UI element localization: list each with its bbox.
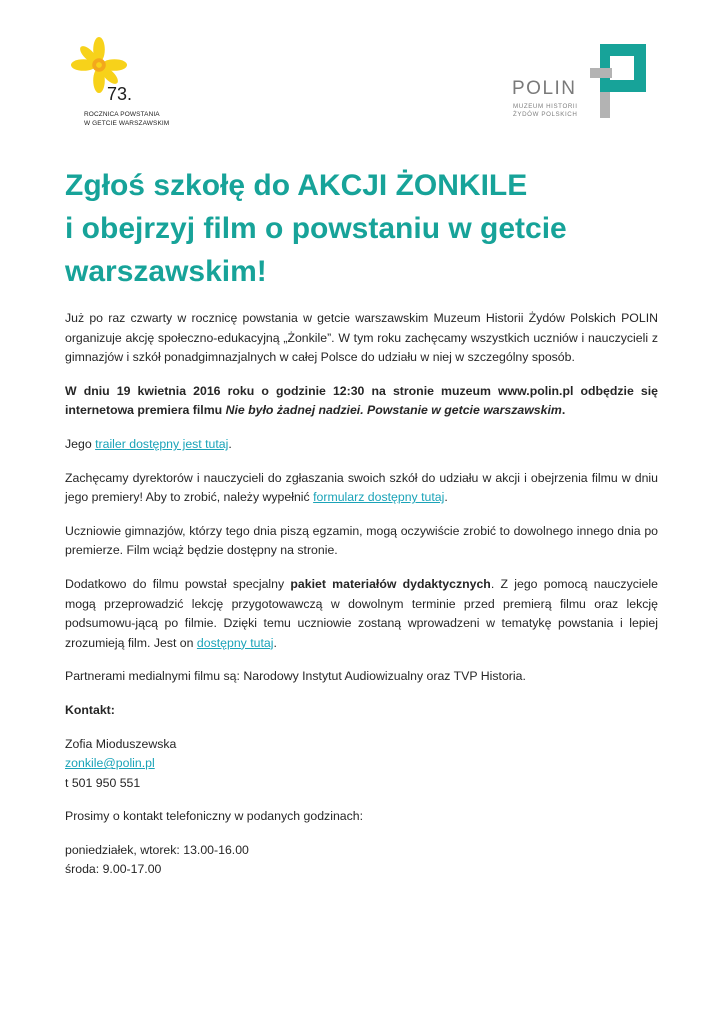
premiere-paragraph — [65, 382, 658, 421]
materials-text-2: . Z jego pomocą nauczyciele mogą przeprowadzić lekcję przygotowawczą w dowolnym terminie przed premierą filmu oraz lekcję podsumowu-jącą po filmie. Dzięki temu uczniowie zostaną wprowadzeni w tematykę powstania i lepiej zrozumieją film. Jest on — [65, 576, 659, 650]
materials-text: Dodatkowo do filmu powstał specjalny — [65, 576, 291, 591]
trailer-prefix: Jego — [65, 436, 96, 451]
polin-logo — [510, 42, 650, 122]
form-link[interactable]: formularz dostępny tutaj — [313, 490, 445, 505]
contact-details — [65, 735, 658, 794]
contact-name: Zofia Mioduszewska — [65, 736, 177, 751]
hours-line-2: środa: 9.00-17.00 — [65, 862, 162, 877]
contact-phone: t 501 950 551 — [65, 775, 141, 790]
article-body — [65, 309, 658, 894]
polin-mark-icon — [590, 44, 646, 118]
anniversary-number: 73. — [107, 84, 133, 104]
exam-paragraph: Uczniowie gimnazjów, którzy tego dnia piszą egzamin, mogą oczywiście zrobić to dowolnego innego dnia po premierze. Film wciąż będzie dostępny na stronie. — [65, 523, 658, 558]
hours-line-1: poniedziałek, wtorek: 13.00-16.00 — [65, 842, 249, 857]
contact-heading-paragraph — [65, 701, 658, 721]
premiere-end: . — [561, 403, 566, 418]
materials-bold: pakiet materiałów dydaktycznych — [290, 576, 491, 591]
polin-subtitle-line1: MUZEUM HISTORII — [513, 103, 578, 110]
anniversary-logo — [66, 32, 186, 132]
contact-heading: Kontakt: — [65, 702, 115, 717]
invite-paragraph — [65, 469, 658, 508]
contact-hours — [65, 841, 658, 880]
intro-paragraph: Już po raz czwarty w rocznicę powstania w getcie warszawskim Muzeum Historii Żydów Polskich POLIN organizuje akcję społeczno-edukacyjną „Żonkile”. W tym roku zachęcamy wszystkich uczniów i nauczycieli z gimnazjów i szkół ponadgimnazjalnych w całej Polsce do udziału w niej w szczególny sposób. — [65, 311, 658, 365]
title-line-2: i obejrzyj film o powstaniu w getcie — [65, 212, 567, 245]
anniversary-caption-line2: W GETCIE WARSZAWSKIM — [84, 120, 170, 127]
title-line-3: warszawskim! — [65, 255, 267, 288]
trailer-paragraph — [65, 435, 658, 455]
title-line-1: Zgłoś szkołę do AKCJI ŻONKILE — [65, 169, 528, 202]
contact-email-link[interactable]: zonkile@polin.pl — [65, 756, 155, 771]
materials-suffix: . — [273, 635, 277, 650]
trailer-link[interactable]: trailer dostępny jest tutaj — [95, 436, 229, 451]
invite-suffix: . — [444, 490, 448, 505]
film-title: Nie było żadnej nadziei. Powstanie w getcie warszawskim — [225, 403, 562, 418]
materials-link[interactable]: dostępny tutaj — [196, 635, 274, 650]
page-title — [65, 164, 665, 293]
trailer-suffix: . — [228, 436, 232, 451]
anniversary-caption-line1: ROCZNICA POWSTANIA — [84, 111, 160, 118]
polin-subtitle-line2: ŻYDÓW POLSKICH — [513, 111, 578, 118]
partners-paragraph: Partnerami medialnymi filmu są: Narodowy Instytut Audiowizualny oraz TVP Historia. — [65, 669, 526, 684]
polin-wordmark: POLIN — [512, 78, 577, 99]
invite-text: Zachęcamy dyrektorów i nauczycieli do zgłaszania swoich szkół do udziału w akcji i obejrzenia filmu w dniu jego premiery! Aby to zrobić, należy wypełnić — [65, 470, 658, 505]
premiere-text: W dniu 19 kwietnia 2016 roku o godzinie 12:30 na stronie muzeum www.polin.pl odbędzie się internetowa premiera filmu — [65, 383, 658, 418]
contact-note: Prosimy o kontakt telefoniczny w podanych godzinach: — [65, 809, 364, 824]
materials-paragraph — [65, 575, 658, 653]
